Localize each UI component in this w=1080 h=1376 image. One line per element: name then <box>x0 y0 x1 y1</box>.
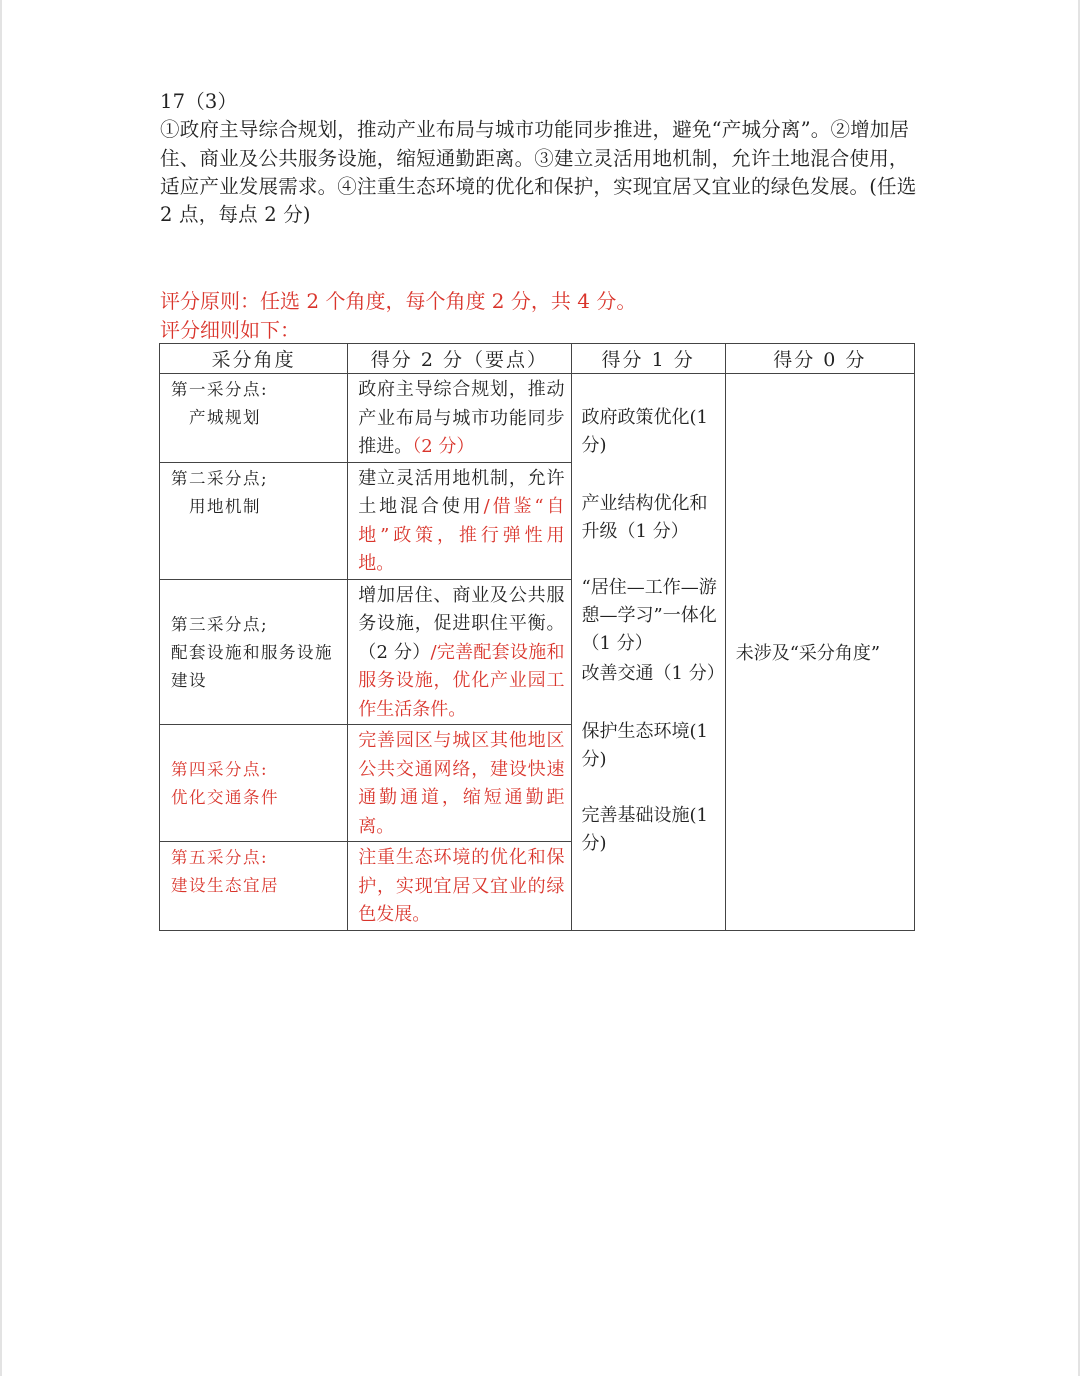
points-text: 增加居住、商业及公共服务设施，促进职住平衡。（2 分） <box>358 584 565 663</box>
scoring-principle: 评分原则：任选 2 个角度，每个角度 2 分，共 4 分。 <box>160 289 637 313</box>
angle-title: 第二采分点; <box>171 468 269 488</box>
scoring-rules <box>160 287 920 345</box>
points-text-red: /完善配套设施和服务设施，优化产业园工作生活条件。 <box>358 641 565 720</box>
one-point-item: 改善交通（1 分） <box>581 663 725 684</box>
header-zero-points: 得分 0 分 <box>725 344 914 374</box>
page-edge-left <box>0 0 2 1376</box>
angle-cell-4 <box>160 725 348 842</box>
table-header-row <box>160 344 915 374</box>
answer-text: ①政府主导综合规划，推动产业布局与城市功能同步推进，避免“产城分离”。②增加居住、商业及公共服务设施，缩短通勤距离。③建立灵活用地机制，允许土地混合使用，适应产业发展需求。④注重生态环境的优化和保护，实现宜居又宜业的绿色发展。(任选 2 点，每点 2 分) <box>160 118 917 227</box>
scoring-details-heading: 评分细则如下： <box>160 318 300 342</box>
points-text: 建立灵活用地机制，允许土地混合使用 <box>358 467 565 517</box>
points-cell-2 <box>348 462 571 579</box>
points-text-red: （2 分） <box>412 436 475 457</box>
angle-name: 优化交通条件 <box>171 788 279 807</box>
angle-name: 用地机制 <box>189 496 261 516</box>
angle-title: 第四采分点: <box>171 760 269 779</box>
angle-title: 第三采分点; <box>171 614 269 634</box>
points-text-red: /借鉴“自地”政策，推行弹性用地。 <box>358 496 565 574</box>
points-text: 政府主导综合规划，推动产业布局与城市功能同步推进。 <box>358 379 565 457</box>
header-angle: 采分角度 <box>160 344 348 374</box>
angle-name: 产城规划 <box>189 408 261 427</box>
scoring-table <box>159 343 915 931</box>
angle-title: 第一采分点: <box>171 380 269 399</box>
answer-block <box>160 88 920 229</box>
one-point-item: 完善基础设施(1分) <box>581 805 708 854</box>
one-point-item: 产业结构优化和升级（1 分） <box>581 493 708 542</box>
angle-cell-3 <box>160 579 348 725</box>
question-number: 17（3） <box>160 90 238 113</box>
points-cell-3 <box>348 579 571 725</box>
header-one-point: 得分 1 分 <box>571 344 725 374</box>
angle-name: 配套设施和服务设施建设 <box>171 642 333 690</box>
one-point-cell <box>571 374 725 931</box>
zero-point-cell: 未涉及“采分角度” <box>725 374 914 931</box>
angle-cell-2 <box>160 462 348 579</box>
one-point-item: “居住—工作—游憩—学习”一体化（1 分） <box>581 577 717 654</box>
angle-title: 第五采分点: <box>171 848 269 867</box>
angle-name: 建设生态宜居 <box>171 876 279 895</box>
angle-cell-1 <box>160 374 348 463</box>
points-cell-4 <box>348 725 571 842</box>
one-point-item: 政府政策优化(1分) <box>581 407 708 456</box>
one-point-item: 保护生态环境(1分) <box>581 721 708 770</box>
table-row <box>160 374 915 463</box>
points-cell-5 <box>348 842 571 931</box>
angle-cell-5 <box>160 842 348 931</box>
header-two-points: 得分 2 分（要点） <box>348 344 571 374</box>
points-cell-1 <box>348 374 571 463</box>
points-text-red: 注重生态环境的优化和保护，实现宜居又宜业的绿色发展。 <box>358 847 565 925</box>
points-text-red: 完善园区与城区其他地区公共交通网络，建设快速通勤通道，缩短通勤距离。 <box>358 730 565 837</box>
vertical-scrollbar[interactable] <box>1063 0 1077 1376</box>
